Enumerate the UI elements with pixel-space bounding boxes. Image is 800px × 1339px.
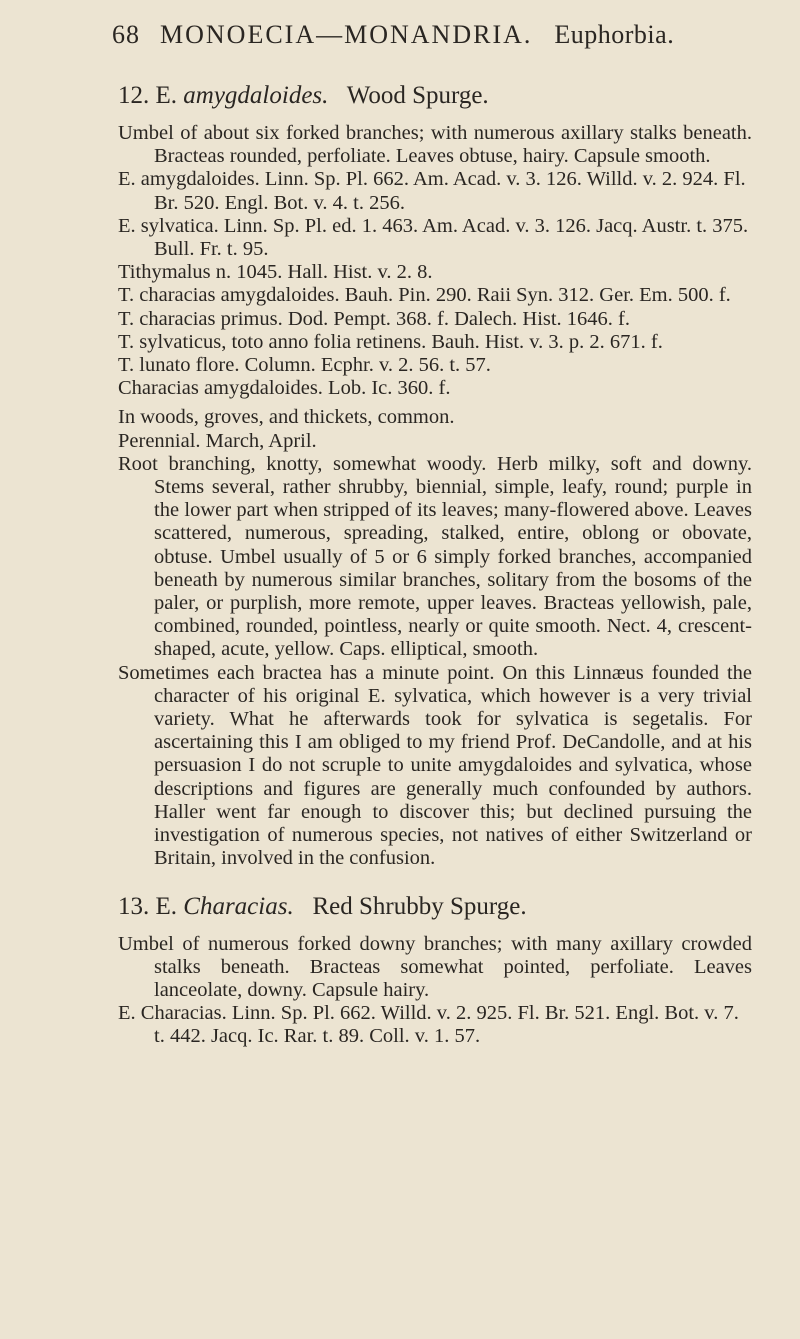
species-12-duration: Perennial. March, April.: [118, 429, 317, 452]
synonym: T. characias amygdaloides. Bauh. Pin. 290. Raii Syn. 312. Ger. Em. 500. f.: [118, 284, 731, 307]
species-13-heading: [118, 893, 752, 921]
synonym: T. sylvaticus, toto anno folia retinens. Bauh. Hist. v. 3. p. 2. 671. f.: [118, 330, 663, 353]
synonym: T. characias primus. Dod. Pempt. 368. f. Dalech. Hist. 1646. f.: [118, 307, 631, 330]
species-number: 12. E.: [118, 82, 178, 109]
synonym: Characias amygdaloides. Lob. Ic. 360. f.: [118, 377, 451, 400]
synonym: Tithymalus n. 1045. Hall. Hist. v. 2. 8.: [118, 261, 433, 284]
species-number: 13. E.: [118, 892, 178, 920]
synonym: E. sylvatica. Linn. Sp. Pl. ed. 1. 463. Am. Acad. v. 3. 126. Jacq. Austr. t. 375. Bull. Fr. t. 95.: [118, 214, 749, 261]
species-12-heading: [118, 82, 752, 110]
common-name: Wood Spurge.: [346, 82, 489, 109]
running-header: [112, 20, 752, 70]
synonym: E. amygdaloides. Linn. Sp. Pl. 662. Am. Acad. v. 3. 126. Willd. v. 2. 924. Fl. Br. 520. Engl. Bot. v. 4. t. 256.: [118, 168, 746, 214]
species-12-note: Sometimes each bractea has a minute point. On this Linnæus founded the character of his original E. sylvatica, which however is a very trivial variety. What he afterwards took for sylvatica is segetalis. For ascertaining this I am obliged to my friend Prof. DeCandolle, and at his persuasion I do not scruple to unite amygdaloides and sylvatica, whose descriptions and figures are generally much confounded by authors. Haller went far enough to discover this; but declined pursuing the investigation of numerous species, not natives of either Switzerland or Britain, involved in the confusion.: [118, 661, 752, 870]
species-name: Characias.: [183, 892, 294, 920]
page-number: 68: [112, 20, 140, 49]
running-title: MONOECIA—MONANDRIA.: [160, 20, 533, 49]
synonym: T. lunato flore. Column. Ecphr. v. 2. 56. t. 57.: [118, 354, 491, 377]
species-12-diagnosis: Umbel of about six forked branches; with numerous axillary stalks beneath. Bracteas rounded, perfoliate. Leaves obtuse, hairy. Capsule smooth.: [118, 122, 752, 168]
species-name: amygdaloides.: [183, 82, 329, 109]
species-13-diagnosis: Umbel of numerous forked downy branches; with many axillary crowded stalks beneath. Bracteas somewhat pointed, perfoliate. Leaves lanceolate, downy. Capsule hairy.: [118, 932, 752, 1001]
species-12-description: Root branching, knotty, somewhat woody. Herb milky, soft and downy. Stems several, rather shrubby, biennial, simple, leafy, round; purple in the lower part when stripped of its leaves; many-flowered above. Leaves scattered, numerous, spreading, stalked, entire, oblong or obovate, obtuse. Umbel usually of 5 or 6 simply forked branches, accompanied beneath by numerous similar branches, solitary from the bosoms of the paler, or purplish, more remote, upper leaves. Bracteas yellowish, pale, combined, rounded, pointless, nearly or quite smooth. Nect. 4, crescent-shaped, acute, yellow. Caps. elliptical, smooth.: [118, 452, 752, 661]
common-name: Red Shrubby Spurge.: [312, 892, 527, 920]
genus-name: Euphorbia.: [554, 20, 675, 49]
synonym: E. Characias. Linn. Sp. Pl. 662. Willd. v. 2. 925. Fl. Br. 521. Engl. Bot. v. 7. t. 442. Jacq. Ic. Rar. t. 89. Coll. v. 1. 57.: [118, 1002, 739, 1048]
species-12-habitat: In woods, groves, and thickets, common.: [118, 406, 455, 429]
